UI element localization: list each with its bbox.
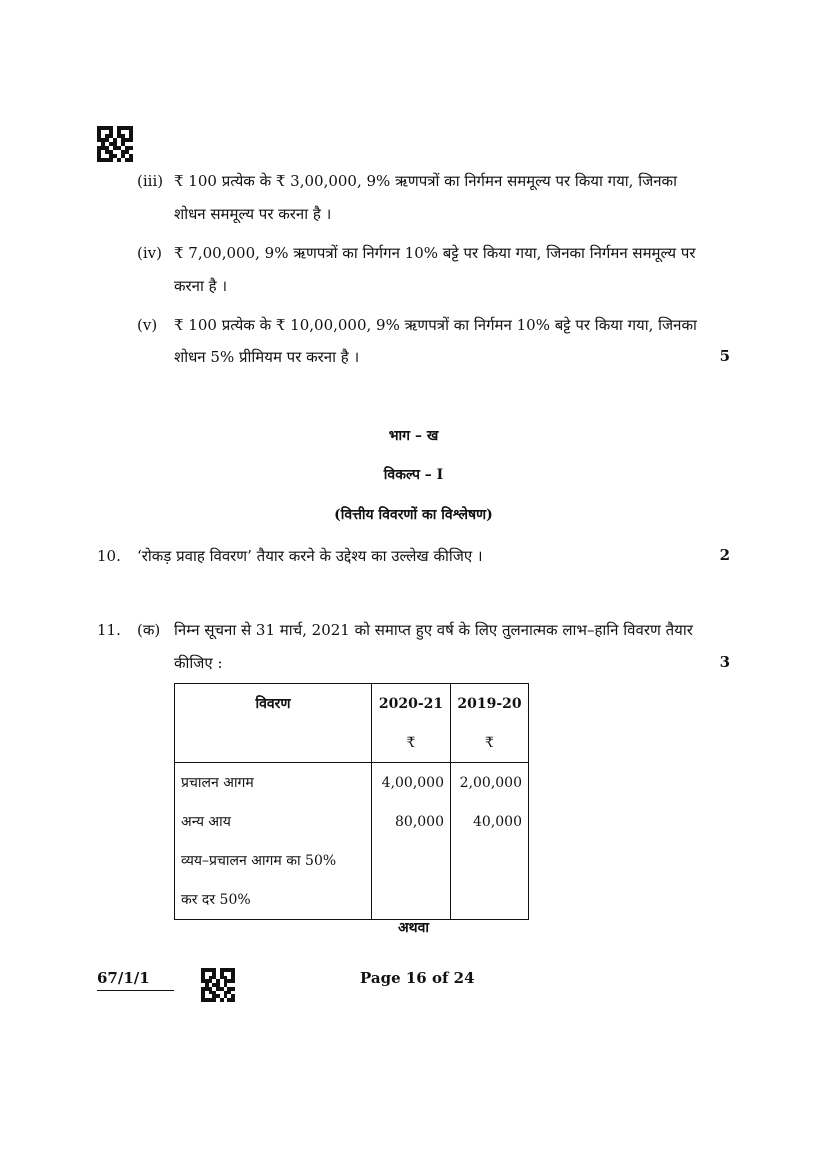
question-v-number: (v) [137, 316, 158, 334]
question-iv-line2: करना है । [174, 277, 228, 295]
question-11-line1: निम्न सूचना से 31 मार्च, 2021 को समाप्त हुए वर्ष के लिए तुलनात्मक लाभ–हानि विवरण तैयार [174, 621, 693, 639]
table-unit-year1: ₹ [372, 723, 451, 763]
question-iv-number: (iv) [137, 244, 162, 262]
footer-divider [97, 990, 174, 991]
table-cell-year2: 2,00,000 [451, 763, 529, 803]
topic-heading: (वित्तीय विवरणों का विश्लेषण) [334, 507, 493, 523]
part-heading: भाग – ख [388, 428, 439, 444]
table-cell-year2 [451, 841, 529, 880]
question-v-marks: 5 [719, 347, 730, 365]
table-cell-year1 [372, 880, 451, 920]
table-cell-year1: 80,000 [372, 802, 451, 841]
table-unit-year2: ₹ [451, 723, 529, 763]
paper-code: 67/1/1 [97, 969, 150, 987]
table-cell-year1 [372, 841, 451, 880]
question-11-sub: (क) [137, 621, 161, 639]
table-row-label: कर दर 50% [175, 880, 372, 920]
question-iii-line1: ₹ 100 प्रत्येक के ₹ 3,00,000, 9% ऋणपत्रों का निर्गमन सममूल्य पर किया गया, जिनका [174, 172, 677, 190]
table-header-year2: 2019-20 [451, 684, 529, 724]
table-cell-year2: 40,000 [451, 802, 529, 841]
qr-code-icon [97, 126, 133, 162]
table-header-year1: 2020-21 [372, 684, 451, 724]
question-iii-number: (iii) [137, 172, 164, 190]
question-11-marks: 3 [719, 653, 730, 671]
table-row-label: अन्य आय [175, 802, 372, 841]
question-10-text: ‘रोकड़ प्रवाह विवरण’ तैयार करने के उद्देश्य का उल्लेख कीजिए । [137, 547, 483, 565]
question-11-number: 11. [97, 621, 121, 639]
question-11-line2: कीजिए : [174, 654, 223, 672]
qr-code-icon [201, 968, 235, 1002]
question-iv-line1: ₹ 7,00,000, 9% ऋणपत्रों का निर्गगन 10% बट्टे पर किया गया, जिनका निर्गमन सममूल्य पर [174, 244, 696, 262]
table-row-label: प्रचालन आगम [175, 763, 372, 803]
comparative-data-table [174, 683, 529, 920]
table-cell-year1: 4,00,000 [372, 763, 451, 803]
option-heading: विकल्प – I [383, 467, 444, 483]
question-10-number: 10. [97, 547, 121, 565]
question-v-line1: ₹ 100 प्रत्येक के ₹ 10,00,000, 9% ऋणपत्रों का निर्गमन 10% बट्टे पर किया गया, जिनका [174, 316, 697, 334]
table-cell-year2 [451, 880, 529, 920]
table-row-label: व्यय–प्रचालन आगम का 50% [175, 841, 372, 880]
question-v-line2: शोधन 5% प्रीमियम पर करना है । [174, 348, 360, 366]
table-unit-blank [175, 723, 372, 763]
question-10-marks: 2 [719, 546, 730, 564]
question-iii-line2: शोधन सममूल्य पर करना है । [174, 205, 332, 223]
page-number: Page 16 of 24 [360, 969, 475, 987]
or-separator: अथवा [397, 920, 430, 936]
table-header-item: विवरण [175, 684, 372, 724]
